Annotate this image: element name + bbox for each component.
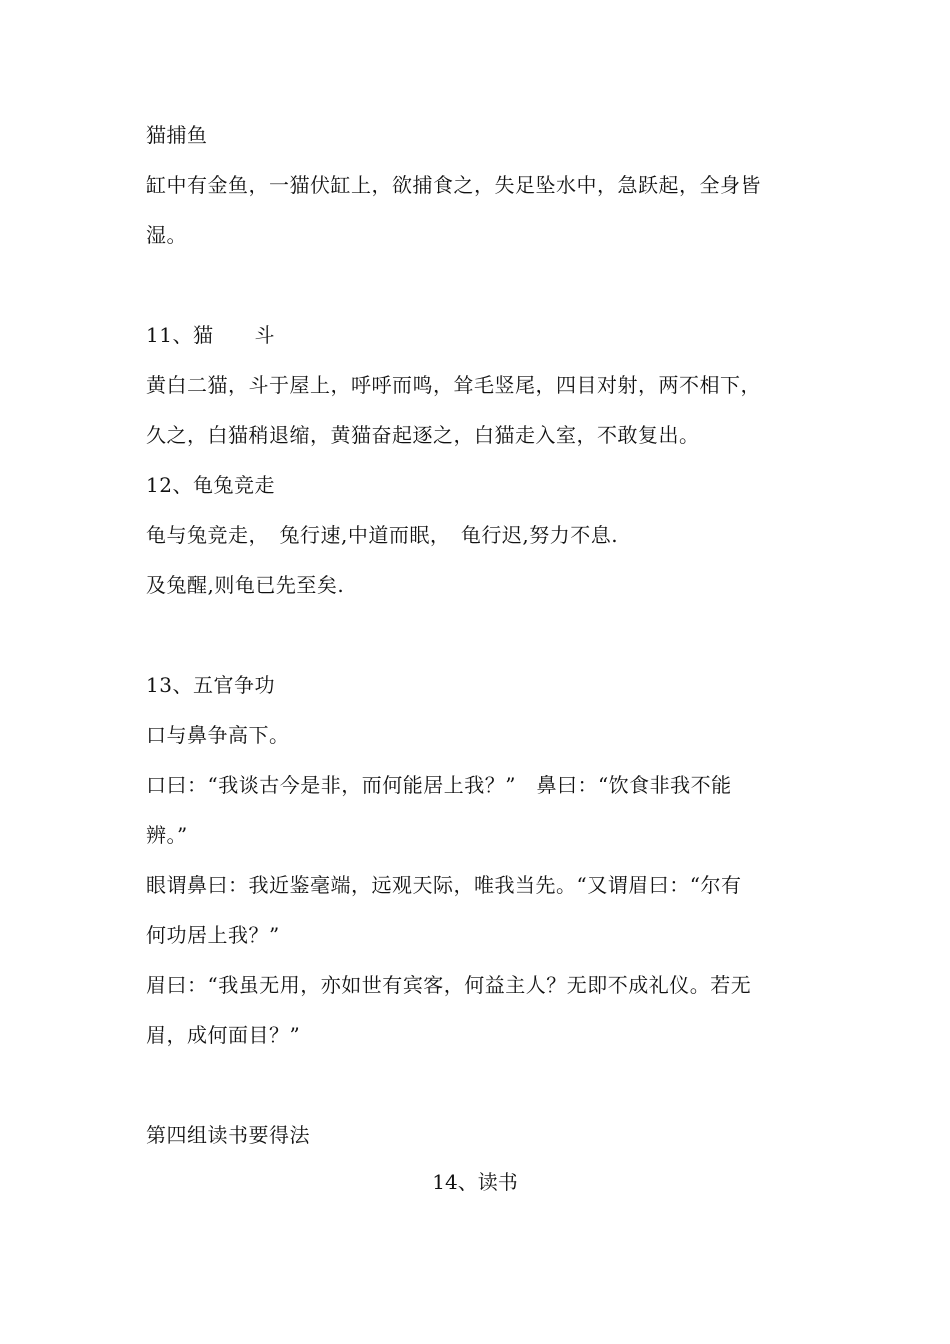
paragraph-line: 辨。” <box>146 823 188 847</box>
paragraph-line: 湿。 <box>146 223 187 247</box>
section-title-cat-fish: 猫捕鱼 <box>146 123 208 147</box>
paragraph-line: 缸中有金鱼，一猫伏缸上，欲捕食之，失足坠水中，急跃起，全身皆 <box>146 173 761 197</box>
paragraph-line: 及兔醒,则龟已先至矣. <box>146 573 345 597</box>
paragraph-line: 眉，成何面目？” <box>146 1023 301 1047</box>
paragraph-line: 眉曰：“我虽无用，亦如世有宾客，何益主人？无即不成礼仪。若无 <box>146 973 752 997</box>
section-title-11: 11、猫 斗 <box>146 323 275 347</box>
paragraph-line: 眼谓鼻曰：我近鉴毫端，远观天际，唯我当先。“又谓眉曰：“尔有 <box>146 873 742 897</box>
paragraph-line: 口曰：“我谈古今是非，而何能居上我？” 鼻曰：“饮食非我不能 <box>146 773 732 797</box>
paragraph-line: 黄白二猫，斗于屋上，呼呼而鸣，耸毛竖尾，四目对射，两不相下， <box>146 373 761 397</box>
section-title-14: 14、读书 <box>432 1170 518 1194</box>
section-title-12: 12、龟兔竞走 <box>146 473 275 497</box>
paragraph-line: 久之，白猫稍退缩，黄猫奋起逐之，白猫走入室，不敢复出。 <box>146 423 700 447</box>
paragraph-line: 何功居上我？” <box>146 923 280 947</box>
section-title-13: 13、五官争功 <box>146 673 275 697</box>
paragraph-line: 龟与兔竞走， 兔行速,中道而眠， 龟行迟,努力不息. <box>146 523 619 547</box>
paragraph-line: 口与鼻争高下。 <box>146 723 290 747</box>
group-heading-four: 第四组读书要得法 <box>146 1123 310 1147</box>
